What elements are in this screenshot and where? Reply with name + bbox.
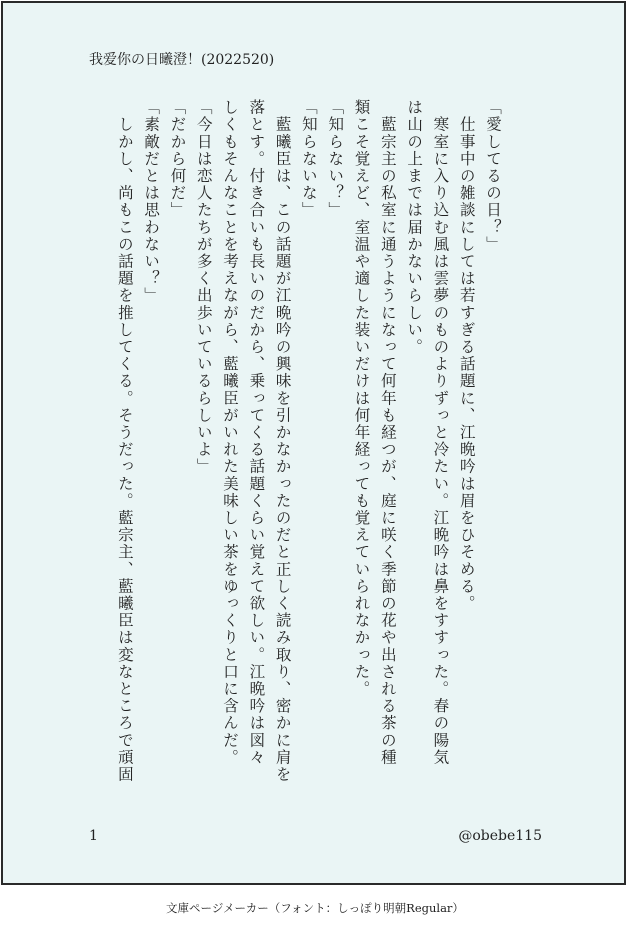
author-handle: @obebe115 [458,828,542,844]
text-line: しかし、尚もこの話題を推してくる。そうだった。藍宗主、藍曦臣は変なところで頑固 [115,99,134,783]
text-line: 「愛してるの日？」 [484,99,502,253]
text-line: 藍曦臣は、この話題が江晩吟の興味を引かなかったのだと正しく読み取り、密かに肩を [273,99,292,783]
text-line: 「素敵だとは思わない？」 [142,99,161,305]
page-number: 1 [89,828,98,844]
text-line: は山の上までは届かないらしい。 [405,99,424,356]
text-line: 藍宗主の私室に通うようになって何年も経つが、庭に咲く季節の花や出される茶の種 [378,99,397,766]
text-line: 「今日は恋人たちが多く出歩いているらしいよ」 [194,99,213,476]
text-line: 寒室に入り込む風は雲夢のものよりずっと冷たい。江晩吟は鼻をすすった。春の陽気 [431,99,450,766]
page-title: 我爱你の日曦澄！(2022520) [89,52,275,68]
text-line: 「知らないな」 [299,99,318,219]
text-line: 落とす。付き合いも長いのだから、乗ってくる話題くらい覚えて欲しい。江晩吟は図々 [247,99,266,766]
text-line: 「知らない？」 [326,99,345,219]
text-line: しくもそんなことを考えながら、藍曦臣がいれた美味しい茶をゆっくりと口に含んだ。 [221,99,240,766]
document-page [1,1,626,885]
vertical-body-text [86,99,506,819]
text-line: 類こそ覚えど、室温や適した装いだけは何年経っても覚えていられなかった。 [352,99,371,698]
text-line: 「だから何だ」 [168,99,187,219]
footer-credit: 文庫ページメーカー（フォント：しっぽり明朝Regular） [166,901,464,915]
text-line: 仕事中の雑談にしては若すぎる話題に、江晩吟は眉をひそめる。 [457,99,476,612]
